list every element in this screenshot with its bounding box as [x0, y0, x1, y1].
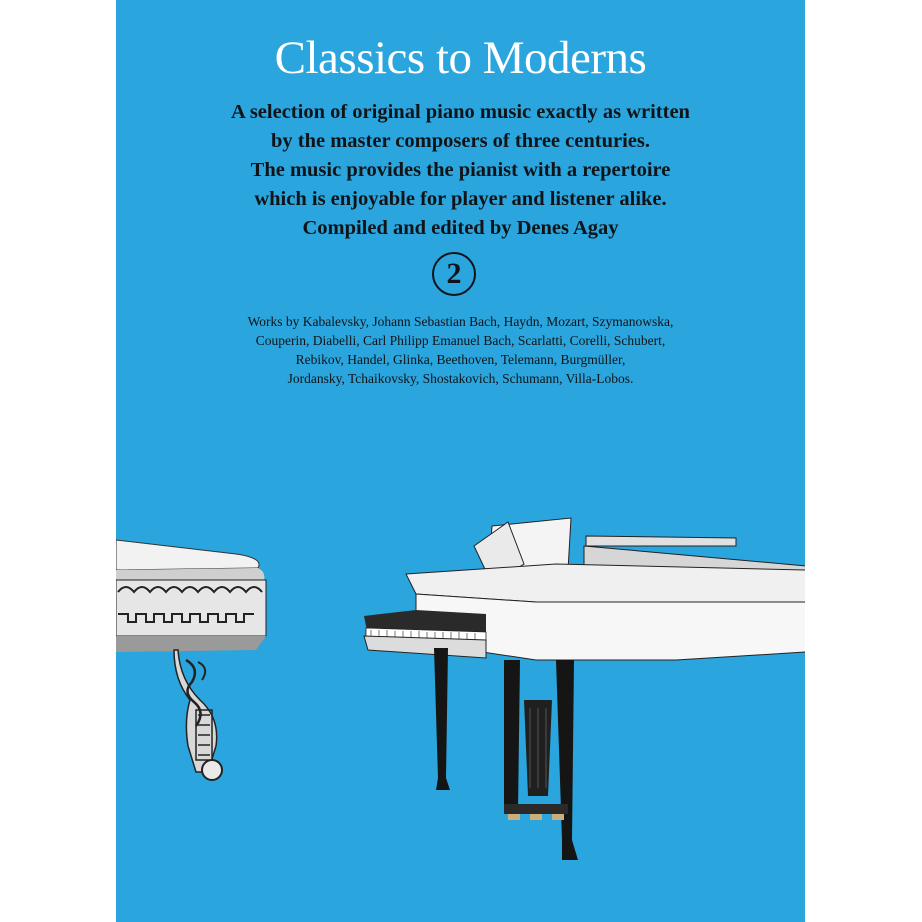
cover-artwork	[116, 510, 805, 922]
works-line: Works by Kabalevsky, Johann Sebastian Bach, Haydn, Mozart, Szymanowska,	[247, 314, 674, 329]
ornate-piano-leg-illustration	[116, 540, 266, 780]
blurb-line: Compiled and edited by Denes Agay	[302, 217, 619, 239]
works-list	[116, 312, 805, 388]
blurb-line: The music provides the pianist with a repertoire	[250, 159, 671, 181]
book-cover	[116, 0, 805, 922]
works-line: Jordansky, Tchaikovsky, Shostakovich, Schumann, Villa-Lobos.	[287, 371, 634, 386]
blurb-line: by the master composers of three centuries.	[271, 130, 650, 152]
blurb-line: which is enjoyable for player and listener alike.	[254, 188, 667, 210]
works-line: Rebikov, Handel, Glinka, Beethoven, Telemann, Burgmüller,	[295, 352, 626, 367]
book-title: Classics to Moderns	[274, 32, 647, 84]
volume-number-badge	[432, 252, 476, 296]
blurb-line: A selection of original piano music exactly as written	[231, 101, 690, 123]
volume-number: 2	[446, 257, 462, 290]
book-blurb	[116, 98, 805, 243]
grand-piano-illustration	[364, 518, 805, 860]
works-line: Couperin, Diabelli, Carl Philipp Emanuel Bach, Scarlatti, Corelli, Schubert,	[255, 333, 666, 348]
